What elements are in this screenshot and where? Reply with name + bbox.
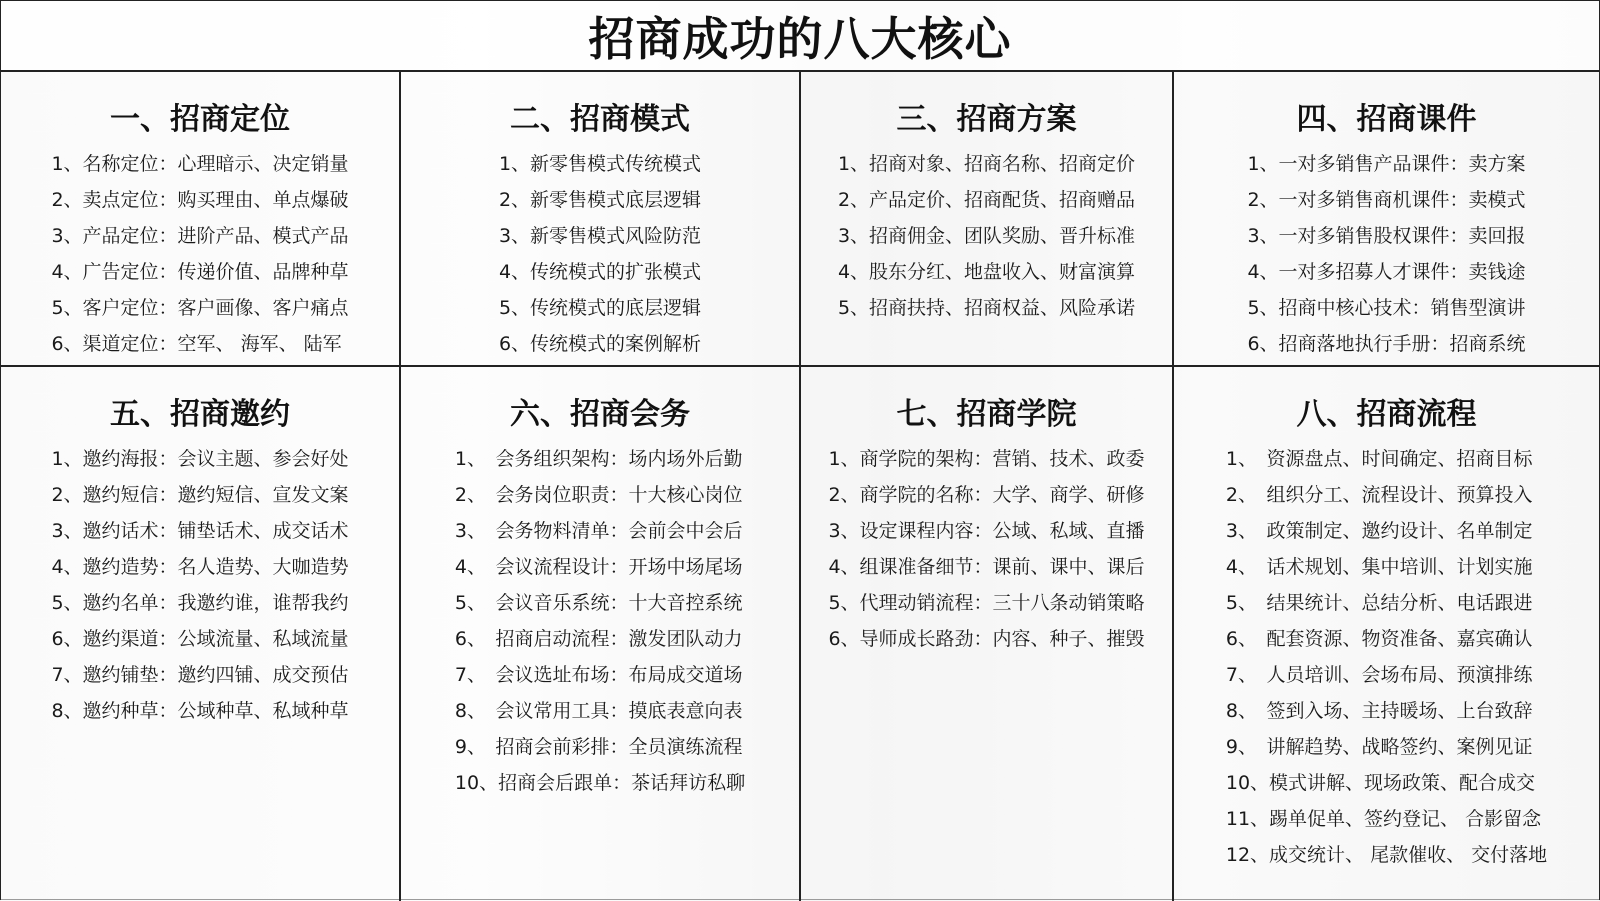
list-item: 5、 结果统计、总结分析、电话跟进 <box>1225 592 1533 614</box>
list-item: 4、一对多招募人才课件：卖钱途 <box>1247 261 1526 283</box>
list-item: 6、渠道定位：空军、 海军、 陆军 <box>51 333 342 355</box>
list-item: 5、传统模式的底层逻辑 <box>498 297 702 319</box>
list-item: 3、设定课程内容：公域、私域、直播 <box>828 520 1145 542</box>
section-list <box>1247 146 1525 362</box>
list-item: 4、邀约造势：名人造势、大咖造势 <box>51 556 349 578</box>
list-item: 1、名称定位：心理暗示、决定销量 <box>51 153 349 175</box>
list-item: 4、广告定位：传递价值、品牌种草 <box>51 261 349 283</box>
section-heading: 五、招商邀约 <box>110 397 290 432</box>
section-heading: 八、招商流程 <box>1296 397 1477 432</box>
list-item: 1、 会务组织架构：场内场外后勤 <box>454 448 743 470</box>
list-item: 1、招商对象、招商名称、招商定价 <box>837 153 1136 175</box>
list-item: 7、 人员培训、会场布局、预演排练 <box>1225 664 1533 686</box>
section-5 <box>1 367 401 901</box>
list-item: 8、 会议常用工具：摸底表意向表 <box>454 700 743 722</box>
list-item: 6、 招商启动流程：激发团队动力 <box>454 628 743 650</box>
section-heading: 六、招商会务 <box>510 397 690 432</box>
section-heading: 四、招商课件 <box>1296 102 1477 137</box>
section-7 <box>801 367 1174 901</box>
list-item: 6、导师成长路劲：内容、种子、摧毁 <box>828 628 1145 650</box>
list-item: 6、 配套资源、物资准备、嘉宾确认 <box>1225 628 1533 650</box>
list-item: 5、招商扶持、招商权益、风险承诺 <box>837 297 1136 319</box>
list-item: 6、邀约渠道：公域流量、私域流量 <box>51 628 349 650</box>
list-item: 11、踢单促单、签约登记、 合影留念 <box>1225 808 1542 830</box>
list-item: 9、 讲解趋势、战略签约、案例见证 <box>1225 736 1533 758</box>
list-item: 3、新零售模式风险防范 <box>498 225 702 247</box>
page-title: 招商成功的八大核心 <box>1 1 1599 72</box>
list-item: 2、邀约短信：邀约短信、宣发文案 <box>51 484 349 506</box>
section-list <box>828 441 1144 657</box>
list-item: 6、传统模式的案例解析 <box>498 333 702 355</box>
section-list <box>838 146 1135 326</box>
list-item: 1、商学院的架构：营销、技术、政委 <box>828 448 1145 470</box>
list-item: 1、新零售模式传统模式 <box>498 153 702 175</box>
list-item: 3、 会务物料清单：会前会中会后 <box>454 520 743 542</box>
list-item: 2、新零售模式底层逻辑 <box>498 189 702 211</box>
list-item: 1、邀约海报：会议主题、参会好处 <box>51 448 349 470</box>
list-item: 1、 资源盘点、时间确定、招商目标 <box>1225 448 1533 470</box>
list-item: 4、股东分红、地盘收入、财富演算 <box>837 261 1136 283</box>
list-item: 6、招商落地执行手册：招商系统 <box>1247 333 1526 355</box>
list-item: 10、模式讲解、现场政策、配合成交 <box>1225 772 1536 794</box>
section-2 <box>401 72 801 367</box>
list-item: 4、 话术规划、集中培训、计划实施 <box>1225 556 1533 578</box>
list-item: 3、 政策制定、邀约设计、名单制定 <box>1225 520 1533 542</box>
list-item: 3、邀约话术：铺垫话术、成交话术 <box>51 520 349 542</box>
section-heading: 三、招商方案 <box>896 102 1077 137</box>
list-item: 1、一对多销售产品课件：卖方案 <box>1247 153 1526 175</box>
list-item: 9、 招商会前彩排：全员演练流程 <box>454 736 743 758</box>
list-item: 2、产品定价、招商配货、招商赠品 <box>837 189 1136 211</box>
list-item: 2、 会务岗位职责：十大核心岗位 <box>454 484 743 506</box>
list-item: 2、一对多销售商机课件：卖模式 <box>1247 189 1526 211</box>
sections-grid <box>1 72 1599 901</box>
section-8 <box>1174 367 1599 901</box>
list-item: 3、产品定位：进阶产品、模式产品 <box>51 225 349 247</box>
section-list <box>51 146 348 362</box>
section-list <box>51 441 348 729</box>
section-heading: 七、招商学院 <box>896 397 1077 432</box>
section-list <box>499 146 701 362</box>
list-item: 2、卖点定位：购买理由、单点爆破 <box>51 189 349 211</box>
list-item: 4、组课准备细节：课前、课中、课后 <box>828 556 1145 578</box>
list-item: 2、 组织分工、流程设计、预算投入 <box>1225 484 1533 506</box>
list-item: 7、 会议选址布场：布局成交道场 <box>454 664 743 686</box>
section-4 <box>1174 72 1599 367</box>
list-item: 10、招商会后跟单：茶话拜访私聊 <box>454 772 746 794</box>
list-item: 2、商学院的名称：大学、商学、研修 <box>828 484 1145 506</box>
list-item: 5、代理动销流程：三十八条动销策略 <box>828 592 1145 614</box>
section-1 <box>1 72 401 367</box>
list-item: 4、 会议流程设计：开场中场尾场 <box>454 556 743 578</box>
list-item: 3、一对多销售股权课件：卖回报 <box>1247 225 1526 247</box>
list-item: 12、成交统计、 尾款催收、 交付落地 <box>1225 844 1548 866</box>
section-6 <box>401 367 801 901</box>
list-item: 7、邀约铺垫：邀约四铺、成交预估 <box>51 664 349 686</box>
list-item: 8、 签到入场、主持暖场、上台致辞 <box>1225 700 1533 722</box>
list-item: 5、邀约名单：我邀约谁，谁帮我约 <box>51 592 349 614</box>
section-heading: 一、招商定位 <box>110 102 290 137</box>
section-heading: 二、招商模式 <box>510 102 690 137</box>
list-item: 4、传统模式的扩张模式 <box>498 261 702 283</box>
list-item: 8、邀约种草：公域种草、私域种草 <box>51 700 349 722</box>
list-item: 3、招商佣金、团队奖励、晋升标准 <box>837 225 1136 247</box>
section-3 <box>801 72 1174 367</box>
section-list <box>1226 441 1547 873</box>
list-item: 5、 会议音乐系统：十大音控系统 <box>454 592 743 614</box>
list-item: 5、客户定位：客户画像、客户痛点 <box>51 297 349 319</box>
list-item: 5、招商中核心技术：销售型演讲 <box>1247 297 1526 319</box>
section-list <box>455 441 745 801</box>
